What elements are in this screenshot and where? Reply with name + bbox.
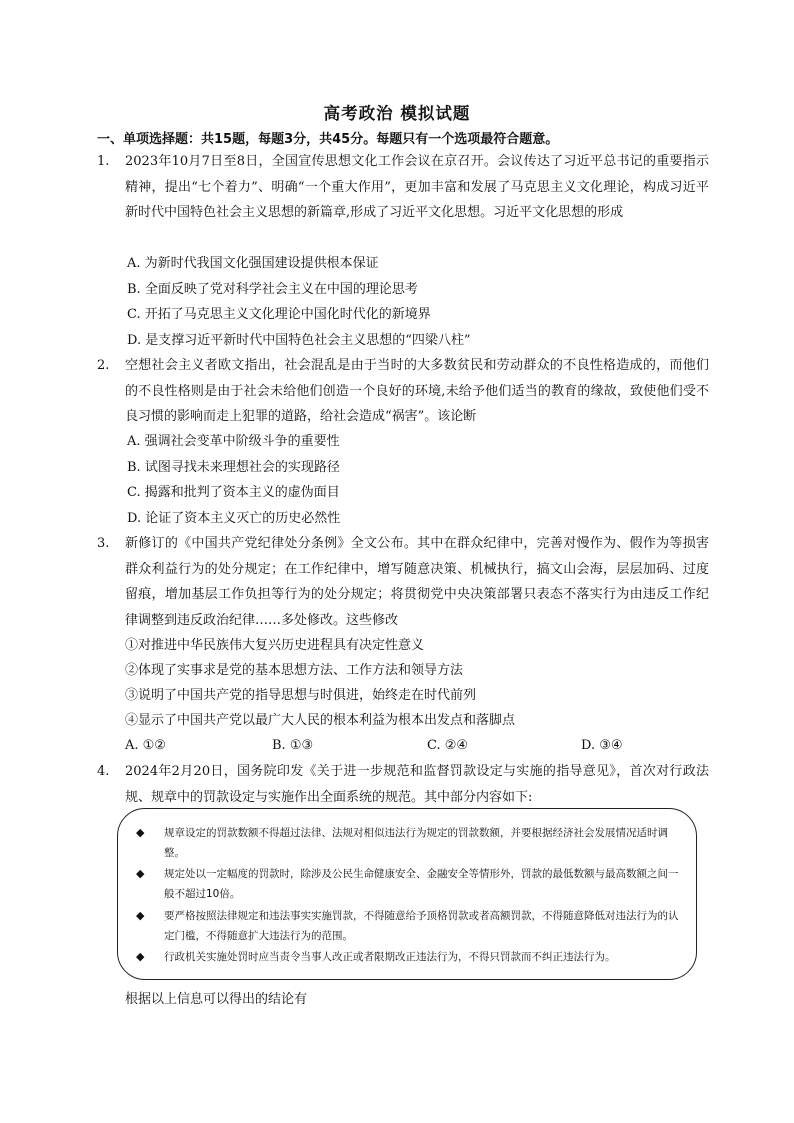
- choice-c: C. ②④: [427, 738, 469, 753]
- question-prompt: 根据以上信息可以得出的结论有: [125, 992, 308, 1007]
- info-bullet-1: ◆ 规章设定的罚款数额不得超过法律、法规对相似违法行为规定的罚款数额，并要根据经济社会发展情况适时调整。: [136, 823, 686, 863]
- question-stem: 新修订的《中国共产党纪律处分条例》全文公布。其中在群众纪律中，完善对慢作为、假作为等损害群众利益行为的处分规定；在工作纪律中，增写随意决策、机械执行，搞文山会海，层层加码、过度留痕，增加基层工作负担等行为的处分规定；将贯彻党中央决策部署只表态不落实行为由违反工作纪律调整到违反政治纪律……多处修改。这些修改: [125, 536, 709, 628]
- question-3: [97, 531, 709, 633]
- option-a: A. 为新时代我国文化强国建设提供根本保证: [127, 256, 379, 271]
- option-b: B. 试图寻找未来理想社会的实现路径: [127, 460, 340, 475]
- option-d: D. 是支撑习近平新时代中国特色社会主义思想的“四梁八柱”: [127, 333, 471, 348]
- info-bullet-2: ◆ 规定处以一定幅度的罚款时，除涉及公民生命健康安全、金融安全等情形外，罚款的最低数额与最高数额之间一般不超过10倍。: [136, 864, 686, 904]
- option-b: B. 全面反映了党对科学社会主义在中国的理论思考: [127, 282, 418, 297]
- question-number: 2.: [97, 358, 110, 373]
- question-number: 1.: [97, 154, 110, 169]
- statement-4: ④显示了中国共产党以最广大人民的根本利益为根本出发点和落脚点: [125, 713, 516, 728]
- diamond-bullet-icon: ◆: [136, 909, 145, 922]
- option-d: D. 论证了资本主义灭亡的历史必然性: [127, 511, 341, 526]
- diamond-bullet-icon: ◆: [136, 867, 145, 880]
- question-1: [97, 149, 709, 226]
- info-bullet-4: ◆ 行政机关实施处罚时应当责令当事人改正或者限期改正违法行为，不得只罚款而不纠正违法行为。: [136, 947, 686, 967]
- option-c: C. 揭露和批判了资本主义的虚伪面目: [127, 485, 340, 500]
- info-bullet-3: ◆ 要严格按照法律规定和违法事实实施罚款，不得随意给予顶格罚款或者高额罚款，不得随意降低对违法行为的认定门槛，不得随意扩大违法行为的范围。: [136, 906, 686, 946]
- choice-d: D. ③④: [581, 738, 623, 753]
- page-title: 高考政治 模拟试题: [323, 104, 471, 123]
- diamond-bullet-icon: ◆: [136, 950, 145, 963]
- diamond-bullet-icon: ◆: [136, 826, 145, 839]
- question-stem: 2023年10月7日至8日，全国宣传思想文化工作会议在京召开。会议传达了习近平总书记的重要指示精神，提出“七个着力”、明确“一个重大作用”，更加丰富和发展了马克思主义文化理论，构成习近平新时代中国特色社会主义思想的新篇章,形成了习近平文化思想。习近平文化思想的形成: [125, 154, 709, 220]
- section-heading: 一、单项选择题：共15题，每题3分，共45分。每题只有一个选项最符合题意。: [97, 132, 559, 147]
- choice-a: A. ①②: [125, 738, 166, 753]
- option-a: A. 强调社会变革中阶级斗争的重要性: [127, 434, 340, 449]
- statement-2: ②体现了实事求是党的基本思想方法、工作方法和领导方法: [125, 663, 464, 678]
- choice-b: B. ①③: [272, 738, 314, 753]
- option-c: C. 开拓了马克思主义文化理论中国化时代化的新境界: [127, 307, 431, 322]
- question-stem: 空想社会主义者欧文指出，社会混乱是由于当时的大多数贫民和劳动群众的不良性格造成的，而他们的不良性格则是由于社会未给他们创造一个良好的环境,未给予他们适当的教育的缘故，致使他们受不良习惯的影响而走上犯罪的道路，给社会造成“祸害”。该论断: [125, 358, 709, 424]
- question-number: 4.: [97, 764, 110, 779]
- statement-1: ①对推进中华民族伟大复兴历史进程具有决定性意义: [125, 638, 425, 653]
- question-stem: 2024年2月20日，国务院印发《关于进一步规范和监督罚款设定与实施的指导意见》，首次对行政法规、规章中的罚款设定与实施作出全面系统的规范。其中部分内容如下:: [125, 764, 709, 805]
- question-4: [97, 759, 709, 810]
- statement-3: ③说明了中国共产党的指导思想与时俱进，始终走在时代前列: [125, 688, 477, 703]
- question-number: 3.: [97, 536, 110, 551]
- question-2: [97, 353, 709, 430]
